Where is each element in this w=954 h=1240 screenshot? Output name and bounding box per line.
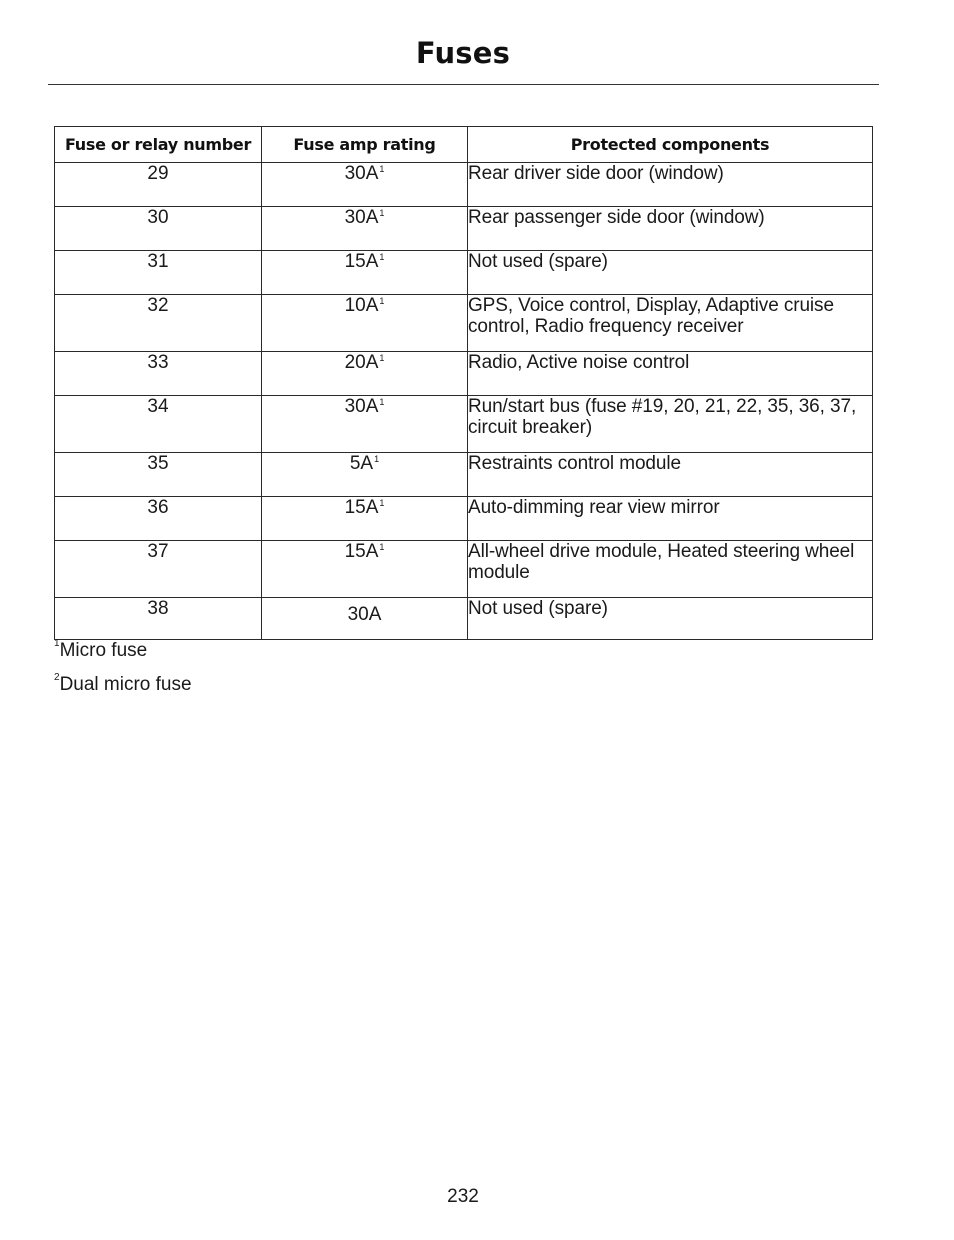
amp-value: 15A [344,497,379,518]
amp-value: 10A [344,295,379,316]
amp-value: 15A [344,251,379,272]
amp-rating-cell [262,453,468,497]
components-cell: Run/start bus (fuse #19, 20, 21, 22, 35, 36, 37, circuit breaker) [468,396,873,453]
header-fuse-number: Fuse or relay number [55,127,262,163]
amp-rating-cell [262,396,468,453]
fuse-number-cell: 30 [55,207,262,251]
header-protected-components: Protected components [468,127,873,163]
amp-value: 5A [349,453,374,474]
footnote-marker: 1 [379,296,385,306]
components-cell: Rear passenger side door (window) [468,207,873,251]
footnote-text: Dual micro fuse [59,674,192,695]
footnote-micro-fuse [54,640,147,662]
amp-value: 30A [344,207,379,228]
footnote-mark: 1 [54,638,60,649]
components-cell: Auto-dimming rear view mirror [468,497,873,541]
fuse-number-cell: 29 [55,163,262,207]
amp-value: 30A [344,396,379,417]
components-cell: Radio, Active noise control [468,352,873,396]
amp-rating-cell [262,163,468,207]
fuse-number-cell: 35 [55,453,262,497]
fuse-number-cell: 33 [55,352,262,396]
title-divider [48,84,879,85]
footnote-marker: 1 [379,498,385,508]
table-row [55,598,873,640]
amp-rating-cell [262,207,468,251]
footnote-marker: 1 [379,252,385,262]
components-cell: GPS, Voice control, Display, Adaptive cruise control, Radio frequency receiver [468,295,873,352]
table-row [55,295,873,352]
table-row [55,352,873,396]
fuse-number-cell: 37 [55,541,262,598]
footnote-marker: 1 [379,397,385,407]
header-amp-rating: Fuse amp rating [262,127,468,163]
amp-rating-cell [262,541,468,598]
page-title: Fuses [415,36,511,70]
footnote-dual-micro-fuse [54,674,192,696]
fuse-number-cell: 32 [55,295,262,352]
fuse-number-cell: 34 [55,396,262,453]
table-row [55,163,873,207]
amp-value: 30A [344,163,379,184]
footnote-mark: 2 [54,672,60,683]
table-row [55,207,873,251]
components-cell: Not used (spare) [468,598,873,640]
table-row [55,497,873,541]
fuse-number-cell: 36 [55,497,262,541]
page-number: 232 [447,1186,479,1207]
table-row [55,396,873,453]
amp-rating-cell [262,352,468,396]
amp-value: 30A [347,604,382,625]
amp-rating-cell [262,251,468,295]
footnote-text: Micro fuse [59,640,148,661]
fuse-number-cell: 31 [55,251,262,295]
footnote-marker: 1 [374,454,380,464]
fuse-table [54,126,873,640]
footnote-marker: 1 [379,164,385,174]
table-row [55,541,873,598]
amp-rating-cell [262,497,468,541]
footnote-marker: 1 [379,208,385,218]
amp-rating-cell [262,598,468,640]
footnote-marker: 1 [379,353,385,363]
components-cell: Not used (spare) [468,251,873,295]
components-cell: Rear driver side door (window) [468,163,873,207]
table-row [55,453,873,497]
fuse-number-cell: 38 [55,598,262,640]
amp-value: 15A [344,541,379,562]
table-header-row [55,127,873,163]
footnote-marker: 1 [379,542,385,552]
amp-rating-cell [262,295,468,352]
table-row [55,251,873,295]
amp-value: 20A [344,352,379,373]
components-cell: All-wheel drive module, Heated steering wheel module [468,541,873,598]
components-cell: Restraints control module [468,453,873,497]
